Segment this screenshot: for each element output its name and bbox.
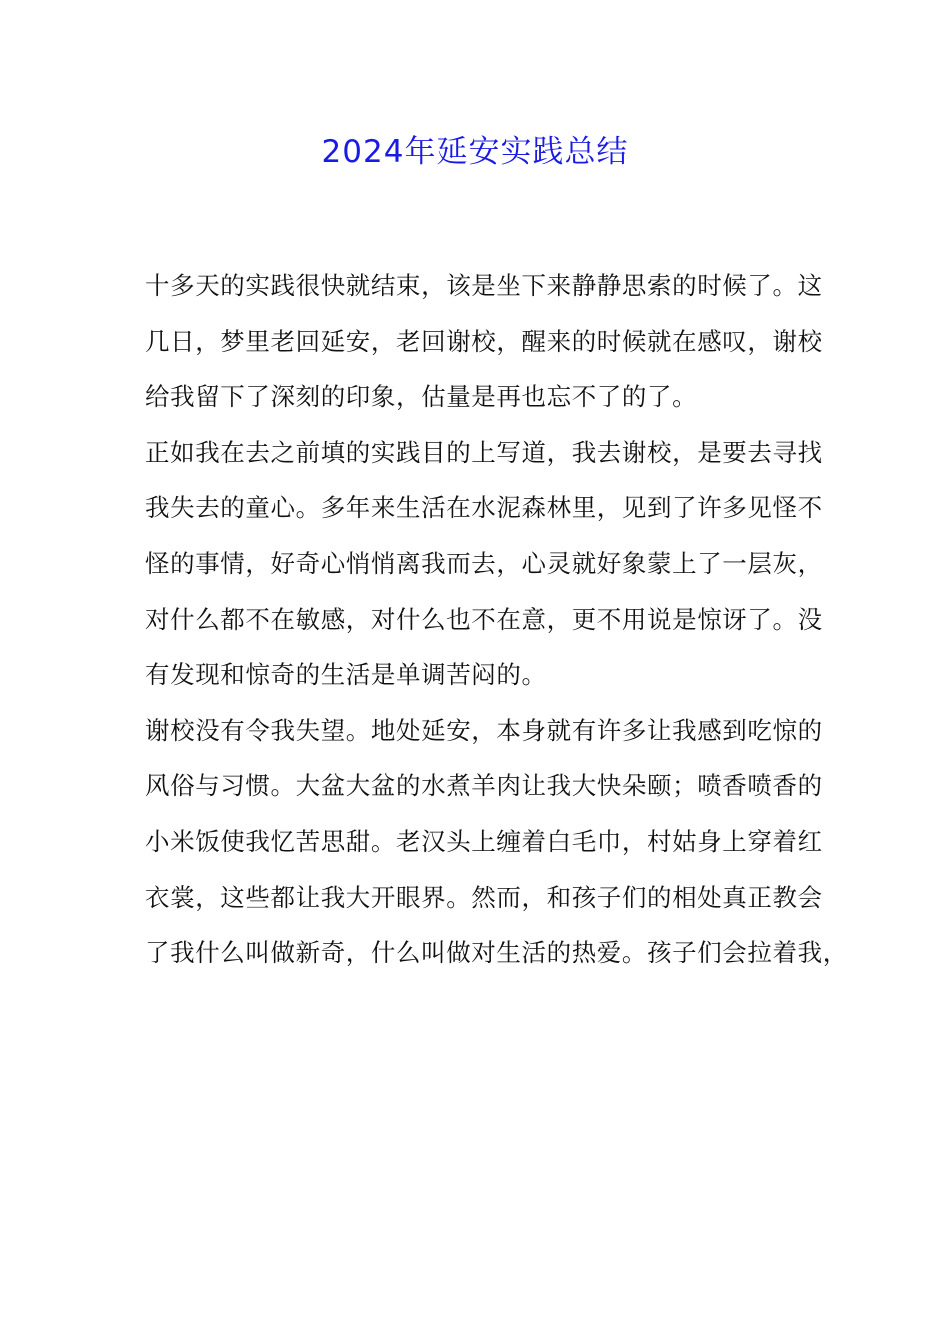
- paragraph-line: 正如我在去之前填的实践目的上写道，我去谢校，是要去寻找: [145, 437, 823, 467]
- paragraph-line: 衣裳，这些都让我大开眼界。然而，和孩子们的相处真正教会: [145, 882, 823, 912]
- paragraph-line: 十多天的实践很快就结束，该是坐下来静静思索的时候了。这: [145, 271, 823, 300]
- paragraph-line: 有发现和惊奇的生活是单调苦闷的。: [145, 660, 547, 690]
- paragraph-line: 几日，梦里老回延安，老回谢校，醒来的时候就在感叹，谢校: [145, 326, 823, 356]
- paragraph-line: 给我留下了深刻的印象，估量是再也忘不了的了。: [145, 382, 698, 412]
- paragraph-line: 对什么都不在敏感，对什么也不在意，更不用说是惊讶了。没: [145, 604, 823, 634]
- paragraph-2: [145, 425, 823, 703]
- document-title: 2024年延安实践总结: [321, 134, 629, 170]
- paragraph-line: 怪的事情，好奇心悄悄离我而去，心灵就好象蒙上了一层灰，: [145, 548, 823, 578]
- paragraph-line: 谢校没有令我失望。地处延安，本身就有许多让我感到吃惊的: [145, 715, 823, 745]
- paragraph-line: 了我什么叫做新奇，什么叫做对生活的热爱。孩子们会拉着我，: [145, 938, 848, 968]
- paragraph-3: [145, 703, 848, 981]
- paragraph-line: 风俗与习惯。大盆大盆的水煮羊肉让我大快朵颐；喷香喷香的: [145, 771, 823, 801]
- paragraph-1: [145, 258, 823, 425]
- paragraph-line: 我失去的童心。多年来生活在水泥森林里，见到了许多见怪不: [145, 493, 823, 523]
- paragraph-line: 小米饭使我忆苦思甜。老汉头上缠着白毛巾，村姑身上穿着红: [145, 826, 823, 856]
- document-body: [145, 258, 848, 981]
